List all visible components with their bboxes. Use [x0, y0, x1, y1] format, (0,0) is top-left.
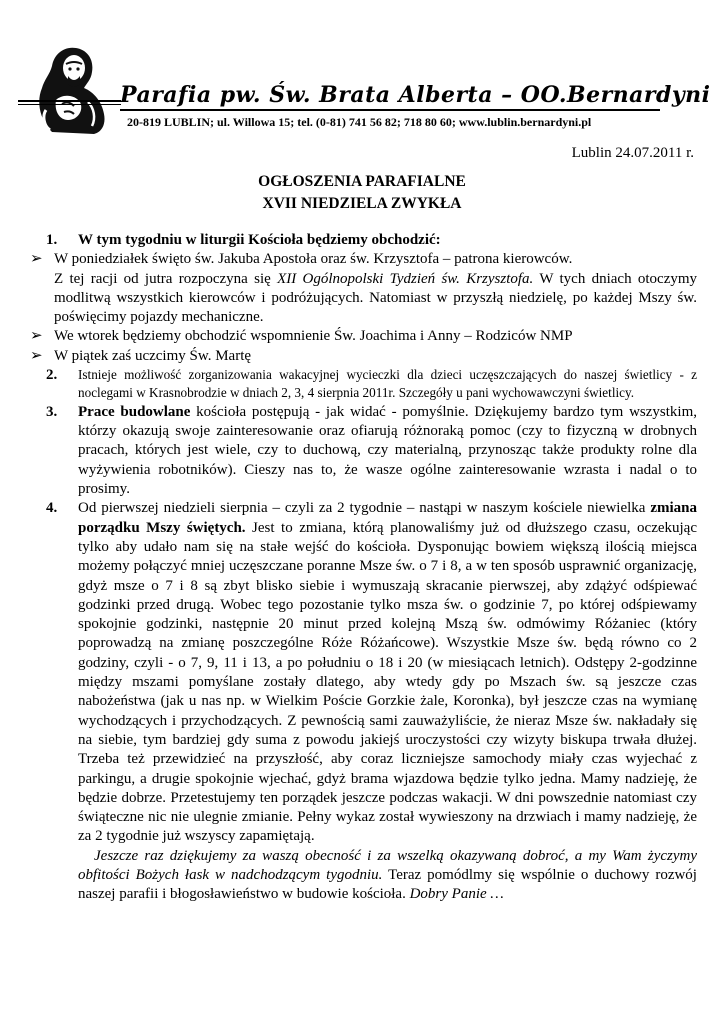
announcement-4-body: Jest to zmiana, którą planowaliśmy już od dłuższego czasu, oczekując tylko aby udało nam się na stałe wejść do kościoła. Dysponując bowiem większą ilością miejsca możemy połączyć mniej uczęszczane poranne Msze św. o 7 i 8, a w ten sposób usprawnić organizację, gdyż msze o 7 i 8 są zbyt blisko siebie i wymuszają skracanie pierwszej, aby zdążyć odśpiewać godzinki przed drugą. Wobec tego pozostanie tylko msza św. o godzinie 7, po której odśpiewamy spokojnie godzinki, następnie 20 minut przed kolejną Mszą św. odmówimy Różaniec (który poprowadzą na zmianę poszczególne Róże Różańcowe). Wszystkie Msze św. będą równo co 2 godziny, czyli - o 7, 9, 11 i 13, a po południu o 18 i 20 (w miesiącach letnich). Odstępy 2-godzinne między mszami pomyślane zostały dlatego, aby wtedy gdy po Mszach św. są jeszcze czas nabożeństwa (jak u nas np. w Wielkim Poście Gorzkie żale, Koronka), był jeszcze czas na wymianę wychodzących i przychodzących. Z pewnością sami zauważyliście, że nieraz Msze św. nakładały się na siebie, tym bardziej gdy suma z powodu jakiejś uroczystości czy wizyty biskupa trwała dłużej. Trzeba też przewidzieć na przyszłość, aby coraz liczniejsze samochody miały czas wyjechać z parkingu, a drugie spokojnie wjechać, gdyż brama wjazdowa będzie tylko jedna. Mamy nadzieję, że będzie dobrze. Przetestujemy ten porządek jeszcze podczas wakacji. W dni powszednie natomiast czy świąteczne nic nie ulegnie zmianie. Pełny wykaz został wywieszony na drzwiach i mamy nadzieję, że za 2 tygodnie już wszyscy zapamiętają. [78, 519, 697, 845]
announcement-2-text: Istnieje możliwość zorganizowania wakacyjnej wycieczki dla dzieci uczęszczających do naszej świetlicy - z noclegami w Krasnobrodzie w dniach 2, 3, 4 sierpnia 2011r. Szczegóły u pani wychowawczyni świetlicy. [78, 367, 697, 401]
announcement-1-title: W tym tygodniu w liturgii Kościoła będziemy obchodzić: [78, 232, 441, 248]
announcement-1 [46, 231, 697, 250]
bullet-item [30, 347, 697, 366]
announcement-2 [46, 366, 697, 403]
announcement-3-body: kościoła postępują - jak widać - pomyślnie. Dziękujemy bardzo tym wszystkim, którzy okazują swoje zainteresowanie oraz ofiarują różnoraką pomoc (czy to fizyczną w drobnych pracach, których jest wiele, czy to duchową, czy materialną, przynosząc także produkty rolne dla wyżywienia robotników). Cieszy nas to, że wasze ogólne zainteresowanie wzrasta i nadal o to prosimy. [78, 403, 697, 498]
announcements-title: OGŁOSZENIA PARAFIALNE [258, 173, 466, 190]
bullet-1-text: W poniedziałek święto św. Jakuba Apostoła oraz św. Krzysztofa – patrona kierowców. [54, 251, 573, 268]
arrow-bullet-icon: ➢ [30, 328, 43, 345]
closing-paragraph [52, 847, 697, 905]
document-date: Lublin 24.07.2011 r. [571, 145, 694, 161]
announcement-4-bold: zmiana porządku Mszy świętych. [78, 500, 697, 536]
announcement-4-intro: Od pierwszej niedzieli sierpnia – czyli za 2 tygodnie – nastąpi w naszym kościele niewielka [78, 500, 651, 517]
parish-name: Parafia pw. Św. Brata Alberta – OO.Bernardyni [120, 82, 660, 111]
item-number: 2. [46, 367, 58, 384]
announcement-3-bold: Prace budowlane [78, 403, 191, 420]
arrow-bullet-icon: ➢ [30, 251, 43, 268]
bullet-text [54, 250, 697, 327]
st-albert-figure-icon [22, 40, 117, 135]
bullet-item [30, 250, 697, 327]
item-number: 1. [46, 232, 58, 248]
parish-address: 20-819 LUBLIN; ul. Willowa 15; tel. (0-81) 741 56 82; 718 80 60; www.lublin.bernardyni.pl [127, 115, 592, 129]
parish-logo [22, 40, 117, 135]
header-rule-left-thin [18, 104, 121, 105]
announcement-4 [46, 499, 697, 846]
closing-text: Teraz pomódlmy się wspólnie o duchowy rozwój naszej parafii i błogosławieństwo w budowie kościoła. [78, 867, 697, 903]
closing-italic-end: Dobry Panie … [409, 886, 504, 903]
bullet-1-italic: XII Ogólnopolski Tydzień św. Krzysztofa. [277, 270, 534, 287]
item-number: 4. [46, 500, 58, 517]
announcements-body [30, 231, 698, 905]
closing-italic: Jeszcze raz dziękujemy za waszą obecność i za wszelką okazywaną dobroć, a my Wam życzymy obfitości Bożych łask w nadchodzącym tygodniu. [78, 847, 697, 884]
bullet-1-cont-a: Z tej racji od jutra rozpoczyna się [54, 270, 278, 287]
announcement-4-text [78, 499, 697, 846]
bullet-3-text: W piątek zaś uczcimy Św. Martę [54, 347, 252, 364]
announcement-3 [46, 403, 697, 499]
sunday-title: XVII NIEDZIELA ZWYKŁA [262, 195, 462, 212]
bullet-item [30, 327, 697, 346]
bullet-2-text: We wtorek będziemy obchodzić wspomnienie Św. Joachima i Anny – Rodziców NMP [54, 328, 573, 345]
item-number: 3. [46, 403, 58, 420]
bullet-1-cont-b: W tych dniach otoczymy modlitwą wszystkich kierowców i podróżujących. Natomiast w przyszłą niedzielę, po każdej Mszy św. poświęcimy pojazdy mechaniczne. [54, 270, 698, 326]
header-rule-left [18, 100, 121, 102]
announcement-3-text [78, 403, 697, 499]
arrow-bullet-icon: ➢ [30, 347, 43, 364]
